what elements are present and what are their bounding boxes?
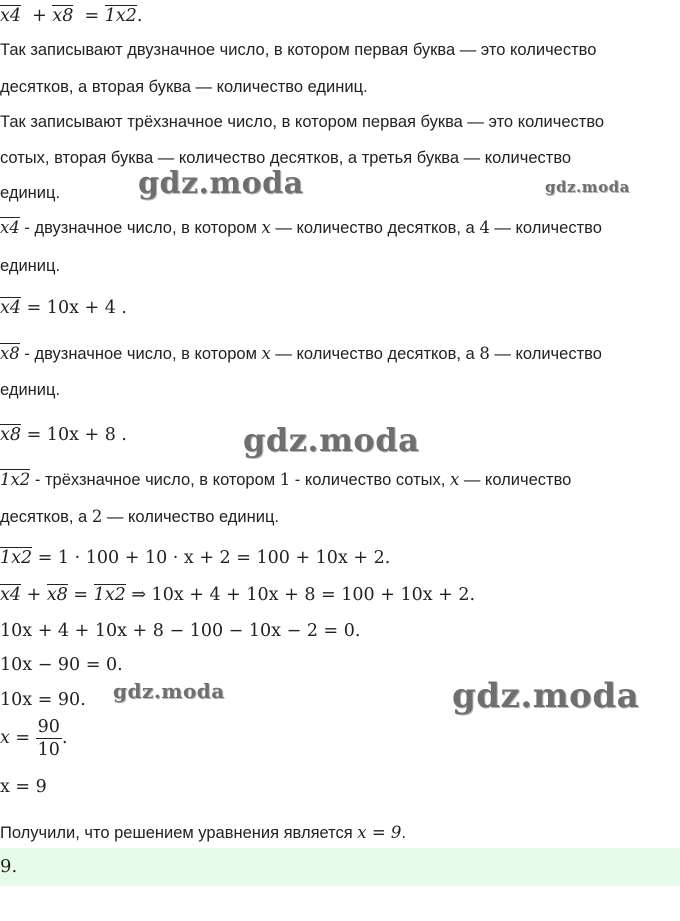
x8-equation: x8 = 10x + 8 . xyxy=(0,425,127,445)
step-2: 10x − 90 = 0. xyxy=(0,655,123,675)
overline-x8: x8 xyxy=(0,425,22,445)
x8-description-cont: единиц. xyxy=(0,381,61,399)
answer: 9. xyxy=(0,856,18,877)
overline-x8: x8 xyxy=(0,342,20,366)
watermark-logo: gdz.moda xyxy=(138,166,304,201)
step-1: 10x + 4 + 10x + 8 − 100 − 10x − 2 = 0. xyxy=(0,621,361,641)
x8-description: x8 - двузначное число, в котором x — количество десятков, а 8 — количество xyxy=(0,342,676,366)
answer-band xyxy=(0,848,680,886)
para2-line2: сотых, вторая буква — количество десятков, а третья буква — количество xyxy=(0,149,572,167)
x12-description-cont: десятков, а 2 — количество единиц. xyxy=(0,507,280,526)
para1-line2: десятков, а вторая буква — количество единиц. xyxy=(0,78,368,96)
sum-equation: x4 + x8 = 1x2 ⇒ 10x + 4 + 10x + 8 = 100 + 10x + 2. xyxy=(0,585,476,605)
conclusion: Получили, что решением уравнения является x = 9. xyxy=(0,823,406,842)
x4-equation: x4 = 10x + 4 . xyxy=(0,298,127,318)
x12-equation: 1x2 = 1 · 100 + 10 · x + 2 = 100 + 10x + 2. xyxy=(0,548,391,568)
x12-description: 1x2 - трёхзначное число, в котором 1 - количество сотых, x — количество xyxy=(0,468,676,492)
overline-1x2: 1x2 xyxy=(104,6,137,26)
overline-x4: x4 xyxy=(0,298,22,318)
fraction: $\frac{90}{10}$ xyxy=(37,717,60,760)
result-line: x = 9 xyxy=(0,777,47,797)
watermark-logo: gdz.moda xyxy=(545,178,630,196)
para1-line1: Так записывают двузначное число, в котором первая буква — это количество xyxy=(0,41,597,59)
watermark-logo: gdz.moda xyxy=(113,679,225,703)
para2-line1: Так записывают трёхзначное число, в котором первая буква — это количество xyxy=(0,113,605,131)
x4-description: x4 - двузначное число, в котором x — количество десятков, а 4 — количество xyxy=(0,216,676,240)
equation-top: x4 + x8 = 1x2. xyxy=(0,6,143,26)
watermark-logo: gdz.moda xyxy=(452,676,640,716)
overline-x8: x8 xyxy=(52,6,74,26)
overline-x4: x4 xyxy=(0,216,20,240)
overline-x4: x4 xyxy=(0,6,22,26)
overline-1x2: 1x2 xyxy=(0,468,30,492)
step-3: 10x = 90. xyxy=(0,690,86,710)
fraction-line: x = $\frac{90}{10}$ . xyxy=(0,717,68,760)
x4-description-cont: единиц. xyxy=(0,257,61,275)
watermark-logo: gdz.moda xyxy=(243,421,420,459)
para2-line3: единиц. xyxy=(0,184,61,202)
overline-1x2: 1x2 xyxy=(0,548,33,568)
